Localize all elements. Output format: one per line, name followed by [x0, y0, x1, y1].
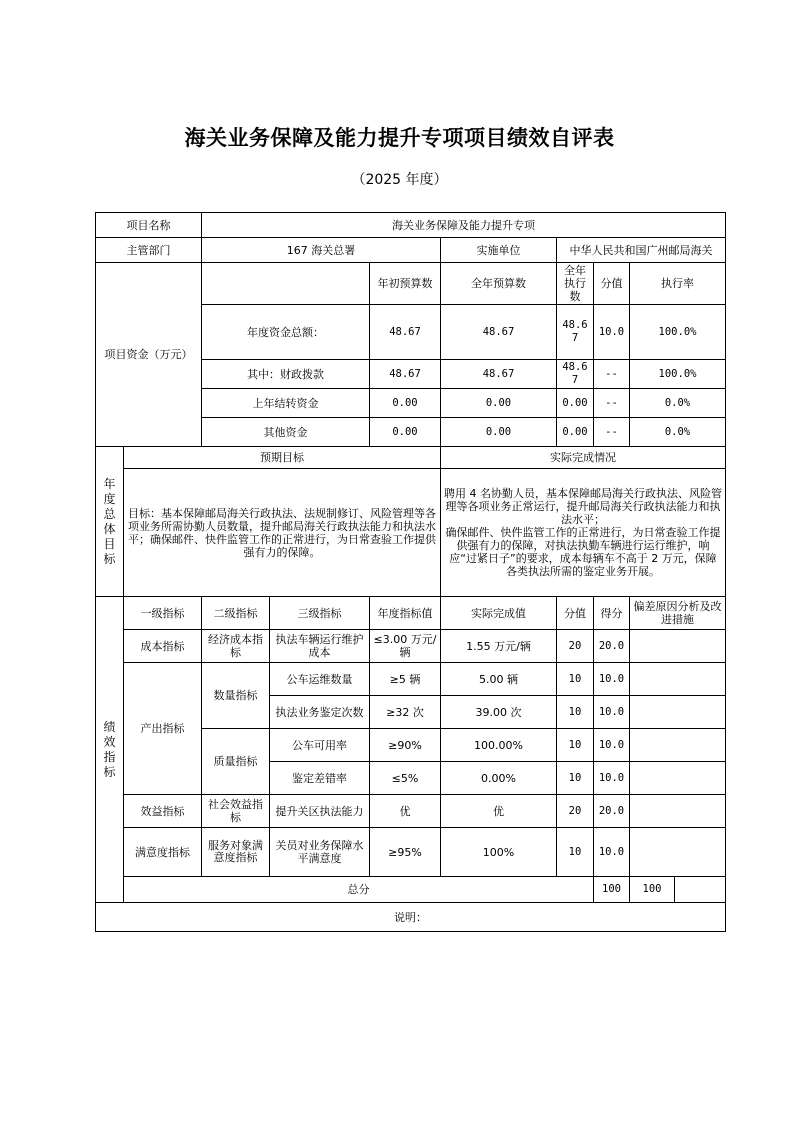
- indicator-value: 10: [557, 696, 594, 729]
- indicator-deviation: [630, 795, 726, 828]
- indicator-deviation: [630, 630, 726, 663]
- funds-header-executed: 全年执行数: [557, 263, 594, 305]
- funds-header-row: [96, 263, 726, 305]
- indicator-l1: 满意度指标: [124, 828, 202, 877]
- indicator-l3: 执法业务鉴定次数: [270, 696, 370, 729]
- indicator-actual: 39.00 次: [441, 696, 557, 729]
- funds-row-label: 上年结转资金: [202, 389, 370, 418]
- indicator-target: ≥95%: [370, 828, 441, 877]
- note-row: [96, 903, 726, 932]
- indicator-actual: 优: [441, 795, 557, 828]
- indicator-value: 10: [557, 828, 594, 877]
- department-label: 主管部门: [96, 238, 202, 263]
- department-row: [96, 238, 726, 263]
- indicators-header-score: 得分: [594, 597, 630, 630]
- indicator-target: ≥32 次: [370, 696, 441, 729]
- implementer-label: 实施单位: [441, 238, 557, 263]
- indicator-l3: 提升关区执法能力: [270, 795, 370, 828]
- funds-row-annual: 48.67: [441, 305, 557, 360]
- page-subtitle: （2025 年度）: [351, 172, 448, 188]
- indicator-score: 20.0: [594, 795, 630, 828]
- indicator-l3: 公车可用率: [270, 729, 370, 762]
- funds-header-rate: 执行率: [630, 263, 726, 305]
- goals-actual-cell: [441, 469, 726, 597]
- indicators-header-l1: 一级指标: [124, 597, 202, 630]
- indicator-quality-l2: 质量指标: [202, 729, 270, 795]
- funds-header-initial: 年初预算数: [370, 263, 441, 305]
- indicator-deviation: [630, 762, 726, 795]
- indicator-l3: 关员对业务保障水平满意度: [270, 828, 370, 877]
- indicator-value: 10: [557, 729, 594, 762]
- total-label: 总分: [124, 877, 594, 903]
- indicator-actual: 5.00 辆: [441, 663, 557, 696]
- goals-content-row: [96, 469, 726, 597]
- indicator-deviation: [630, 729, 726, 762]
- indicator-actual: 100.00%: [441, 729, 557, 762]
- funds-section-label: 项目资金（万元）: [96, 263, 202, 447]
- indicator-deviation: [630, 828, 726, 877]
- funds-row-executed: 0.00: [557, 389, 594, 418]
- indicator-value: 10: [557, 663, 594, 696]
- funds-row-rate: 0.0%: [630, 389, 726, 418]
- indicator-deviation: [630, 663, 726, 696]
- indicator-target: ≤5%: [370, 762, 441, 795]
- indicator-target: ≥90%: [370, 729, 441, 762]
- funds-header-blank: [202, 263, 370, 305]
- indicator-score: 10.0: [594, 762, 630, 795]
- indicator-value: 20: [557, 795, 594, 828]
- indicators-section-label: 绩效指标: [96, 597, 124, 903]
- funds-row-score-value: --: [594, 389, 630, 418]
- indicators-header-target: 年度指标值: [370, 597, 441, 630]
- goals-section-label: 年度总体目标: [96, 447, 124, 597]
- indicator-l3: 执法车辆运行维护成本: [270, 630, 370, 663]
- funds-row-initial: 48.67: [370, 360, 441, 389]
- indicators-header-actual: 实际完成值: [441, 597, 557, 630]
- funds-row-annual: 0.00: [441, 389, 557, 418]
- indicators-header-deviation: 偏差原因分析及改进措施: [630, 597, 726, 630]
- indicator-row: [96, 630, 726, 663]
- indicator-target: ≥5 辆: [370, 663, 441, 696]
- funds-row-score-value: --: [594, 418, 630, 447]
- indicator-quantity-l2: 数量指标: [202, 663, 270, 729]
- indicator-l1: 成本指标: [124, 630, 202, 663]
- funds-row-label: 其他资金: [202, 418, 370, 447]
- note-label: 说明：: [96, 903, 726, 932]
- project-name-row: [96, 213, 726, 238]
- funds-header-annual: 全年预算数: [441, 263, 557, 305]
- indicator-l3: 公车运维数量: [270, 663, 370, 696]
- goals-header-row: [96, 447, 726, 469]
- funds-row-initial: 48.67: [370, 305, 441, 360]
- indicator-score: 10.0: [594, 729, 630, 762]
- indicator-actual: 100%: [441, 828, 557, 877]
- project-name-label: 项目名称: [96, 213, 202, 238]
- indicator-score: 20.0: [594, 630, 630, 663]
- indicator-l2: 服务对象满意度指标: [202, 828, 270, 877]
- indicator-target: 优: [370, 795, 441, 828]
- funds-row-score-value: --: [594, 360, 630, 389]
- total-value: 100: [594, 877, 630, 903]
- funds-row-score-value: 10.0: [594, 305, 630, 360]
- goals-expected-text: 目标：基本保障邮局海关行政执法、法规制修订、风险管理等各项业务所需协勤人员数量，提升邮局海关行政执法能力和执法水平；确保邮件、快件监管工作的正常进行，为日常查验工作提供强有力的保障。: [124, 469, 441, 597]
- indicator-value: 10: [557, 762, 594, 795]
- indicators-header-l3: 三级指标: [270, 597, 370, 630]
- indicator-l1: 效益指标: [124, 795, 202, 828]
- page-title: 海关业务保障及能力提升专项项目绩效自评表: [184, 126, 615, 150]
- indicator-l2: 经济成本指标: [202, 630, 270, 663]
- indicators-header-row: [96, 597, 726, 630]
- funds-row-rate: 100.0%: [630, 305, 726, 360]
- indicators-header-value: 分值: [557, 597, 594, 630]
- indicator-output-l1: 产出指标: [124, 663, 202, 795]
- funds-row-rate: 100.0%: [630, 360, 726, 389]
- goals-actual-text-2: 确保邮件、快件监管工作的正常进行，为日常查验工作提供强有力的保障，对执法执勤车辆进行运行维护，响应“过紧日子”的要求，成本每辆车不高于 2 万元，保障各类执法所需的鉴定业务开展。: [445, 526, 721, 578]
- goals-expected-header: 预期目标: [124, 447, 441, 469]
- funds-row-label: 其中：财政拨款: [202, 360, 370, 389]
- funds-row-annual: 0.00: [441, 418, 557, 447]
- total-row: [96, 877, 726, 903]
- indicator-target: ≤3.00 万元/辆: [370, 630, 441, 663]
- total-score: 100: [630, 877, 675, 903]
- funds-row-initial: 0.00: [370, 389, 441, 418]
- funds-row-label: 年度资金总额：: [202, 305, 370, 360]
- indicator-l3: 鉴定差错率: [270, 762, 370, 795]
- indicator-row: [96, 663, 726, 696]
- funds-header-score-value: 分值: [594, 263, 630, 305]
- indicator-value: 20: [557, 630, 594, 663]
- indicator-score: 10.0: [594, 828, 630, 877]
- indicator-score: 10.0: [594, 696, 630, 729]
- indicator-score: 10.0: [594, 663, 630, 696]
- goals-actual-text-1: 聘用 4 名协勤人员，基本保障邮局海关行政执法、风险管理等各项业务正常运行，提升邮局海关行政执法能力和执法水平；: [444, 487, 722, 526]
- department-value: 167 海关总署: [202, 238, 441, 263]
- indicator-actual: 1.55 万元/辆: [441, 630, 557, 663]
- indicator-row: [96, 828, 726, 877]
- indicator-row: [96, 795, 726, 828]
- funds-row-executed: 48.67: [557, 360, 594, 389]
- project-name-value: 海关业务保障及能力提升专项: [202, 213, 726, 238]
- total-deviation: [675, 877, 726, 903]
- performance-table: [95, 212, 726, 932]
- funds-row-executed: 0.00: [557, 418, 594, 447]
- indicator-deviation: [630, 696, 726, 729]
- implementer-value: 中华人民共和国广州邮局海关: [557, 238, 726, 263]
- funds-row-annual: 48.67: [441, 360, 557, 389]
- goals-actual-header: 实际完成情况: [441, 447, 726, 469]
- funds-row-executed: 48.67: [557, 305, 594, 360]
- indicator-actual: 0.00%: [441, 762, 557, 795]
- indicator-l2: 社会效益指标: [202, 795, 270, 828]
- indicators-header-l2: 二级指标: [202, 597, 270, 630]
- funds-row-initial: 0.00: [370, 418, 441, 447]
- funds-row-rate: 0.0%: [630, 418, 726, 447]
